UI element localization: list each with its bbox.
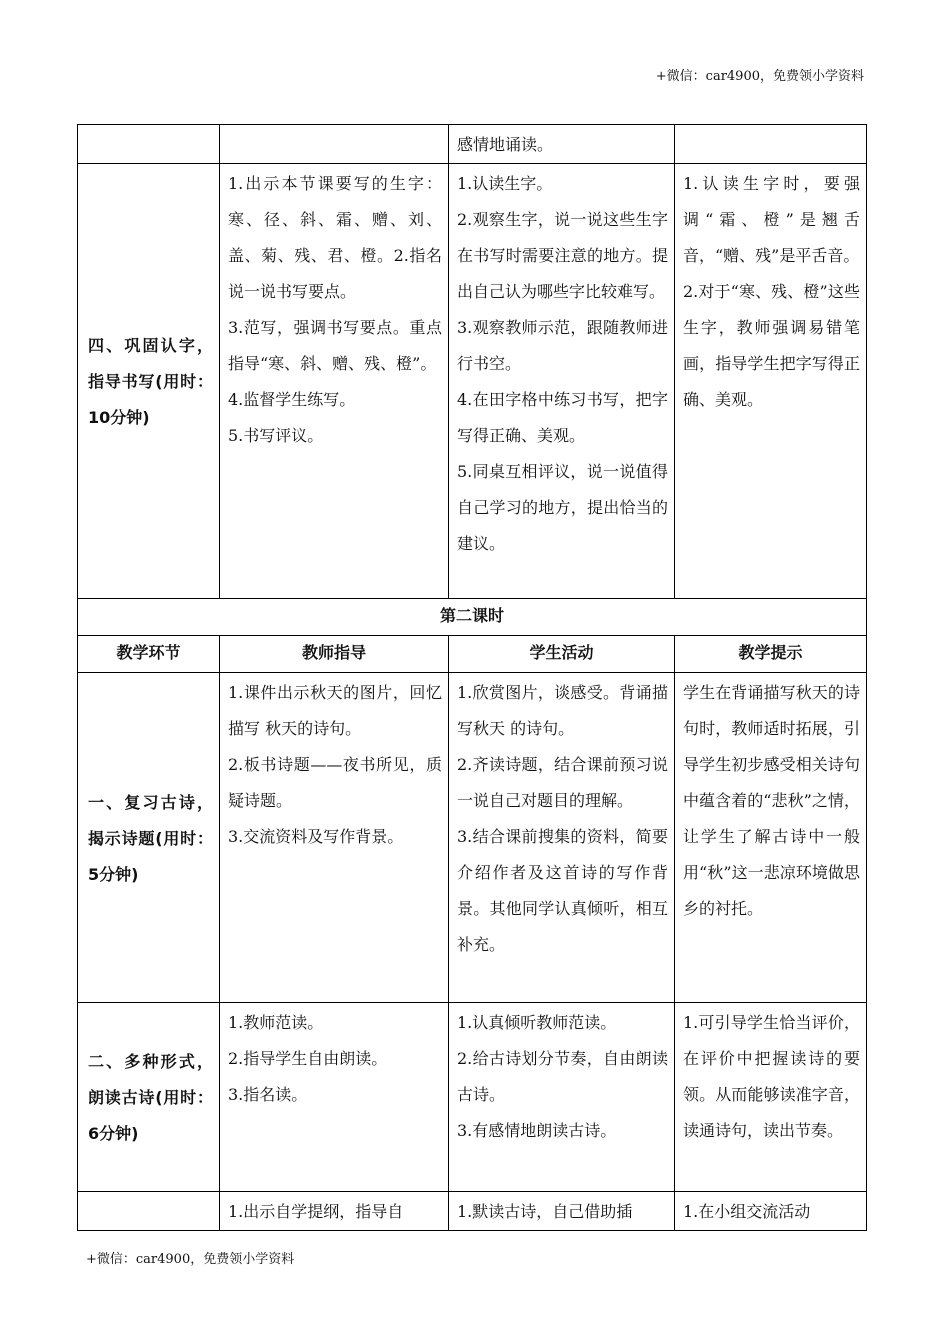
lesson-plan-table xyxy=(77,124,867,1231)
table-row xyxy=(78,599,867,636)
list-item: 5.同桌互相评议，说一说值得自己学习的地方，提出恰当的建议。 xyxy=(457,462,668,553)
list-item: 3.观察教师示范，跟随教师进行书空。 xyxy=(457,318,668,373)
list-item: 3.交流资料及写作背景。 xyxy=(228,827,404,846)
list-item: 3.结合课前搜集的资料，简要介绍作者及这首诗的写作背景。其他同学认真倾听，相互补充。 xyxy=(457,827,668,954)
list-item: 2.板书诗题——夜书所见，质疑诗题。 xyxy=(228,755,442,810)
tip-cell xyxy=(675,164,867,599)
teacher-cell xyxy=(220,125,449,164)
list-item: 2.齐读诗题，结合课前预习说一说自己对题目的理解。 xyxy=(457,755,668,810)
list-item: 1.欣赏图片，谈感受。背诵描写秋天 的诗句。 xyxy=(457,683,668,738)
list-item: 2.指导学生自由朗读。 xyxy=(228,1049,388,1068)
teacher-cell xyxy=(220,1003,449,1192)
list-item: 1.认读生字时，要强调“霜、橙”是翘舌音，“赠、残”是平舌音。 xyxy=(683,174,860,265)
teacher-cell xyxy=(220,164,449,599)
table-row xyxy=(78,164,867,599)
lesson-title: 第二课时 xyxy=(78,599,867,636)
stage-cell: 二、多种形式，朗读古诗(用时：6分钟) xyxy=(78,1003,220,1192)
list-item: 4.监督学生练写。 xyxy=(228,390,356,409)
list-item: 2.观察生字，说一说这些生字在书写时需要注意的地方。提出自己认为哪些字比较难写。 xyxy=(457,210,668,301)
student-cell xyxy=(449,164,675,599)
list-item: 3.有感情地朗读古诗。 xyxy=(457,1121,617,1140)
stage-cell xyxy=(78,125,220,164)
student-cell: 感情地诵读。 xyxy=(449,125,675,164)
column-header: 教学提示 xyxy=(675,636,867,673)
table-row xyxy=(78,1192,867,1231)
footer-watermark: +微信：car4900，免费领小学资料 xyxy=(86,1252,295,1267)
list-item: 1.课件出示秋天的图片，回忆描写 秋天的诗句。 xyxy=(228,683,442,738)
column-header: 教师指导 xyxy=(220,636,449,673)
column-header: 学生活动 xyxy=(449,636,675,673)
list-item: 学生在背诵描写秋天的诗句时，教师适时拓展，引导学生初步感受相关诗句中蕴含着的“悲秋”之情，让学生了解古诗中一般用“秋”这一悲凉环境做思乡的衬托。 xyxy=(683,683,860,918)
list-item: 1.出示本节课要写的生字：寒、径、斜、霜、赠、刘、盖、菊、残、君、橙。2.指名说一说书写要点。 xyxy=(228,174,442,301)
list-item: 1.认读生字。 xyxy=(457,174,553,193)
column-header: 教学环节 xyxy=(78,636,220,673)
table-header-row xyxy=(78,636,867,673)
student-cell xyxy=(449,1003,675,1192)
list-item: 3.指名读。 xyxy=(228,1085,308,1104)
table-row xyxy=(78,673,867,1003)
student-cell xyxy=(449,673,675,1003)
list-item: 3.范写，强调书写要点。重点指导“寒、斜、赠、残、橙”。 xyxy=(228,318,442,373)
list-item: 1.可引导学生恰当评价，在评价中把握读诗的要领。从而能够读准字音，读通诗句，读出节奏。 xyxy=(683,1013,860,1140)
tip-cell xyxy=(675,1003,867,1192)
teacher-cell xyxy=(220,673,449,1003)
stage-cell: 四、巩固认字，指导书写(用时：10分钟) xyxy=(78,164,220,599)
table-row xyxy=(78,1003,867,1192)
tip-cell xyxy=(675,673,867,1003)
header-watermark: +微信：car4900，免费领小学资料 xyxy=(655,69,864,84)
stage-cell: 一、复习古诗，揭示诗题(用时：5分钟) xyxy=(78,673,220,1003)
tip-cell xyxy=(675,125,867,164)
tip-cell: 1.在小组交流活动 xyxy=(675,1192,867,1231)
stage-cell xyxy=(78,1192,220,1231)
table-row xyxy=(78,125,867,164)
list-item: 5.书写评议。 xyxy=(228,426,324,445)
teacher-cell: 1.出示自学提纲，指导自 xyxy=(220,1192,449,1231)
list-item: 4.在田字格中练习书写，把字写得正确、美观。 xyxy=(457,390,668,445)
student-cell: 1.默读古诗，自己借助插 xyxy=(449,1192,675,1231)
list-item: 1.教师范读。 xyxy=(228,1013,324,1032)
list-item: 2.给古诗划分节奏，自由朗读古诗。 xyxy=(457,1049,668,1104)
list-item: 1.认真倾听教师范读。 xyxy=(457,1013,617,1032)
list-item: 2.对于“寒、残、橙”这些生字，教师强调易错笔画，指导学生把字写得正确、美观。 xyxy=(683,282,860,409)
